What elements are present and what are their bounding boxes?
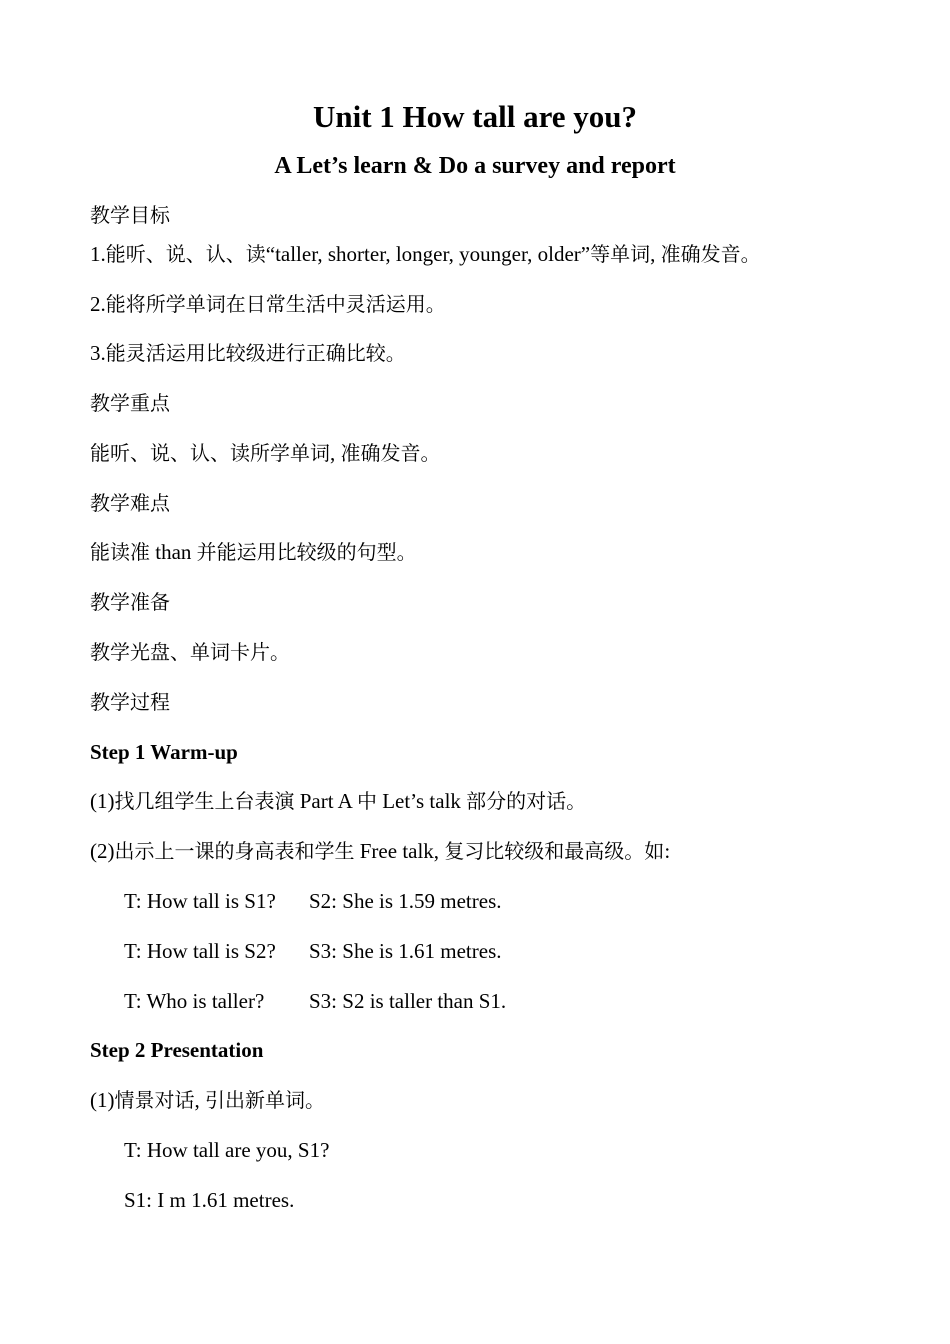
dialogue-line-1	[124, 887, 502, 915]
objective-3-number: 3.	[90, 341, 106, 365]
dialogue-line-5: S1: I m 1.61 metres.	[124, 1188, 295, 1212]
key-point-text-a: 能听、说、认、读所学单词	[90, 441, 330, 465]
objective-1-words: “taller, shorter, longer, younger, older”	[265, 242, 591, 266]
step-1-item-1-part-a: Part A	[294, 789, 357, 813]
objective-3-text: 能灵活运用比较级进行正确比较。	[105, 341, 406, 365]
dialogue-3-teacher: T: Who is taller?	[124, 989, 265, 1013]
objective-1-text-e: 准确发音。	[660, 242, 761, 266]
step-1-item-1-number: (1)	[90, 789, 115, 813]
key-point-text-c: 准确发音。	[340, 441, 441, 465]
step-1-item-1-lets-talk: Let’s talk	[376, 789, 467, 813]
step-1-title: Step 1 Warm-up	[90, 740, 238, 764]
objective-1-number: 1.	[90, 242, 106, 266]
step-1-item-2	[90, 837, 670, 865]
preparation-text: 教学光盘、单词卡片。	[90, 640, 290, 664]
section-heading-difficulties: 教学难点	[90, 491, 170, 515]
key-point	[90, 439, 441, 467]
difficulty-text-a: 能读准	[90, 540, 150, 564]
page-title: Unit 1 How tall are you?	[312, 99, 638, 134]
step-1-item-2-colon: :	[664, 839, 671, 863]
page-subtitle: A Let’s learn & Do a survey and report	[274, 153, 676, 179]
dialogue-1-student: S2: She is 1.59 metres.	[309, 889, 502, 913]
objective-1-text-c: 等单词	[590, 242, 651, 266]
section-heading-preparation: 教学准备	[90, 590, 170, 614]
step-1-item-2-text-c: 复习比较级和最高级。如	[444, 839, 665, 863]
step-1-item-2-number: (2)	[90, 839, 115, 863]
step-1-item-1-text-c: 中	[356, 789, 377, 813]
step-2-item-1-text-a: 情景对话	[114, 1088, 195, 1112]
objective-3	[90, 339, 406, 367]
step-2-title: Step 2 Presentation	[90, 1038, 264, 1062]
objective-1-text-a: 能听、说、认、读	[105, 242, 266, 266]
section-heading-process: 教学过程	[90, 690, 170, 714]
dialogue-1-teacher: T: How tall is S1?	[124, 889, 276, 913]
difficulty-word-than: than	[150, 540, 197, 564]
objective-1-comma: ,	[650, 242, 661, 266]
section-heading-objectives: 教学目标	[90, 203, 170, 227]
dialogue-3-student: S3: S2 is taller than S1.	[309, 989, 507, 1013]
dialogue-2-teacher: T: How tall is S2?	[124, 939, 276, 963]
objective-2	[90, 290, 446, 318]
step-1-item-1-text-e: 部分的对话。	[466, 789, 587, 813]
step-1-item-1-text-a: 找几组学生上台表演	[114, 789, 295, 813]
objective-2-text: 能将所学单词在日常生活中灵活运用。	[105, 292, 446, 316]
step-2-item-1-text-c: 引出新单词。	[205, 1088, 325, 1112]
key-point-comma: ,	[330, 441, 341, 465]
step-2-item-1-comma: ,	[194, 1088, 205, 1112]
dialogue-line-4: T: How tall are you, S1?	[124, 1138, 330, 1162]
difficulty	[90, 538, 417, 566]
dialogue-line-2	[124, 937, 502, 965]
section-heading-key-points: 教学重点	[90, 391, 170, 415]
objective-1	[90, 240, 761, 268]
dialogue-2-student: S3: She is 1.61 metres.	[309, 939, 502, 963]
step-1-item-2-free-talk: Free talk,	[354, 839, 445, 863]
step-2-item-1	[90, 1086, 325, 1114]
difficulty-text-c: 并能运用比较级的句型。	[196, 540, 417, 564]
objective-2-number: 2.	[90, 292, 106, 316]
step-1-item-2-text-a: 出示上一课的身高表和学生	[114, 839, 355, 863]
step-2-item-1-number: (1)	[90, 1088, 115, 1112]
dialogue-line-3	[124, 987, 507, 1015]
step-1-item-1	[90, 787, 586, 815]
